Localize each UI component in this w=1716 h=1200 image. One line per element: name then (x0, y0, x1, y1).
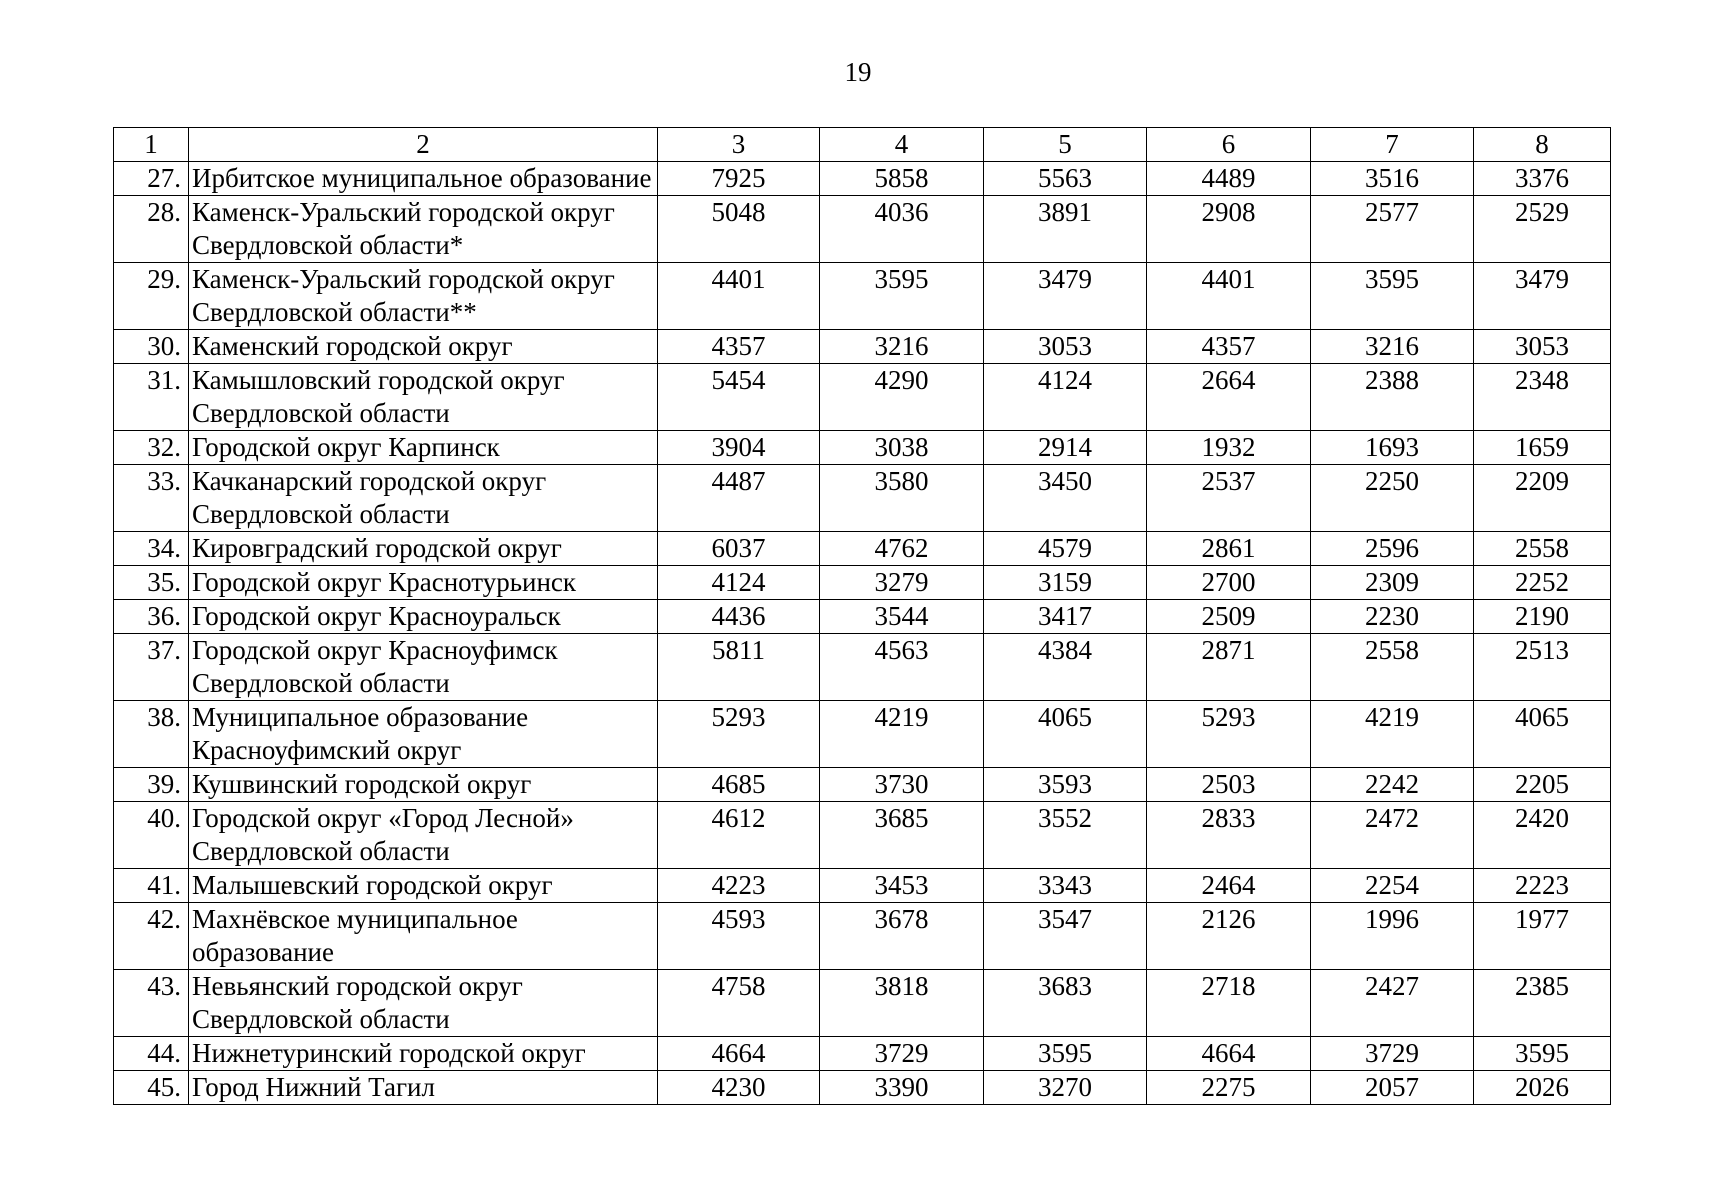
value-cell: 2385 (1474, 970, 1611, 1037)
row-number: 39. (114, 768, 189, 802)
value-cell: 7925 (658, 162, 820, 196)
table-row (114, 600, 1611, 634)
value-cell: 3818 (820, 970, 984, 1037)
value-cell: 5454 (658, 364, 820, 431)
value-cell: 2309 (1311, 566, 1474, 600)
table-row (114, 162, 1611, 196)
municipality-name: Кушвинский городской округ (189, 768, 658, 802)
row-number: 44. (114, 1037, 189, 1071)
value-cell: 2529 (1474, 196, 1611, 263)
value-cell: 4124 (984, 364, 1147, 431)
municipality-name: Камышловский городской округ Свердловской области (189, 364, 658, 431)
column-header: 8 (1474, 128, 1611, 162)
value-cell: 3595 (820, 263, 984, 330)
value-cell: 4593 (658, 903, 820, 970)
value-cell: 2427 (1311, 970, 1474, 1037)
value-cell: 2577 (1311, 196, 1474, 263)
value-cell: 3053 (1474, 330, 1611, 364)
value-cell: 5293 (1147, 701, 1311, 768)
value-cell: 2509 (1147, 600, 1311, 634)
municipality-name: Город Нижний Тагил (189, 1071, 658, 1105)
value-cell: 3729 (820, 1037, 984, 1071)
value-cell: 3593 (984, 768, 1147, 802)
municipality-name: Городской округ «Город Лесной» Свердловской области (189, 802, 658, 869)
value-cell: 3891 (984, 196, 1147, 263)
value-cell: 4664 (1147, 1037, 1311, 1071)
value-cell: 1996 (1311, 903, 1474, 970)
value-cell: 3683 (984, 970, 1147, 1037)
value-cell: 3547 (984, 903, 1147, 970)
value-cell: 4219 (820, 701, 984, 768)
value-cell: 2254 (1311, 869, 1474, 903)
table-row (114, 903, 1611, 970)
value-cell: 4436 (658, 600, 820, 634)
row-number: 28. (114, 196, 189, 263)
row-number: 43. (114, 970, 189, 1037)
value-cell: 3595 (1311, 263, 1474, 330)
municipality-name: Ирбитское муниципальное образование (189, 162, 658, 196)
table-row (114, 634, 1611, 701)
value-cell: 2420 (1474, 802, 1611, 869)
row-number: 34. (114, 532, 189, 566)
value-cell: 2275 (1147, 1071, 1311, 1105)
value-cell: 4124 (658, 566, 820, 600)
table-row (114, 465, 1611, 532)
value-cell: 4489 (1147, 162, 1311, 196)
value-cell: 2871 (1147, 634, 1311, 701)
page-number: 19 (844, 57, 872, 87)
data-table (113, 127, 1611, 1105)
value-cell: 3479 (984, 263, 1147, 330)
table-row (114, 532, 1611, 566)
value-cell: 2026 (1474, 1071, 1611, 1105)
value-cell: 4219 (1311, 701, 1474, 768)
value-cell: 2252 (1474, 566, 1611, 600)
row-number: 45. (114, 1071, 189, 1105)
row-number: 31. (114, 364, 189, 431)
value-cell: 2126 (1147, 903, 1311, 970)
municipality-name: Городской округ Карпинск (189, 431, 658, 465)
value-cell: 4664 (658, 1037, 820, 1071)
value-cell: 3516 (1311, 162, 1474, 196)
table-row (114, 701, 1611, 768)
table-row (114, 1037, 1611, 1071)
value-cell: 2190 (1474, 600, 1611, 634)
value-cell: 3544 (820, 600, 984, 634)
value-cell: 3678 (820, 903, 984, 970)
table-row (114, 263, 1611, 330)
value-cell: 5563 (984, 162, 1147, 196)
value-cell: 4401 (1147, 263, 1311, 330)
municipality-name: Муниципальное образование Красноуфимский округ (189, 701, 658, 768)
municipality-name: Кировградский городской округ (189, 532, 658, 566)
value-cell: 2250 (1311, 465, 1474, 532)
value-cell: 3453 (820, 869, 984, 903)
value-cell: 2700 (1147, 566, 1311, 600)
table-body (114, 162, 1611, 1105)
value-cell: 4065 (984, 701, 1147, 768)
value-cell: 4401 (658, 263, 820, 330)
value-cell: 4230 (658, 1071, 820, 1105)
value-cell: 1659 (1474, 431, 1611, 465)
value-cell: 4223 (658, 869, 820, 903)
column-header: 2 (189, 128, 658, 162)
value-cell: 3904 (658, 431, 820, 465)
value-cell: 2242 (1311, 768, 1474, 802)
value-cell: 6037 (658, 532, 820, 566)
value-cell: 3343 (984, 869, 1147, 903)
column-header: 4 (820, 128, 984, 162)
municipality-name: Невьянский городской округ Свердловской области (189, 970, 658, 1037)
table-row (114, 196, 1611, 263)
value-cell: 2057 (1311, 1071, 1474, 1105)
table-row (114, 970, 1611, 1037)
table-row (114, 431, 1611, 465)
row-number: 30. (114, 330, 189, 364)
value-cell: 3417 (984, 600, 1147, 634)
value-cell: 3595 (1474, 1037, 1611, 1071)
municipality-name: Городской округ Краснотурьинск (189, 566, 658, 600)
value-cell: 3580 (820, 465, 984, 532)
value-cell: 4036 (820, 196, 984, 263)
value-cell: 3216 (820, 330, 984, 364)
value-cell: 3479 (1474, 263, 1611, 330)
value-cell: 2833 (1147, 802, 1311, 869)
value-cell: 3729 (1311, 1037, 1474, 1071)
row-number: 38. (114, 701, 189, 768)
value-cell: 1932 (1147, 431, 1311, 465)
row-number: 42. (114, 903, 189, 970)
row-number: 41. (114, 869, 189, 903)
value-cell: 4065 (1474, 701, 1611, 768)
column-header: 6 (1147, 128, 1311, 162)
value-cell: 2664 (1147, 364, 1311, 431)
value-cell: 4357 (1147, 330, 1311, 364)
row-number: 27. (114, 162, 189, 196)
value-cell: 4290 (820, 364, 984, 431)
row-number: 29. (114, 263, 189, 330)
value-cell: 2209 (1474, 465, 1611, 532)
value-cell: 2348 (1474, 364, 1611, 431)
value-cell: 3390 (820, 1071, 984, 1105)
value-cell: 2861 (1147, 532, 1311, 566)
value-cell: 2388 (1311, 364, 1474, 431)
column-header: 3 (658, 128, 820, 162)
municipality-name: Махнёвское муниципальное образование (189, 903, 658, 970)
row-number: 33. (114, 465, 189, 532)
value-cell: 3279 (820, 566, 984, 600)
value-cell: 4758 (658, 970, 820, 1037)
value-cell: 5811 (658, 634, 820, 701)
row-number: 35. (114, 566, 189, 600)
value-cell: 2223 (1474, 869, 1611, 903)
row-number: 36. (114, 600, 189, 634)
value-cell: 5048 (658, 196, 820, 263)
value-cell: 3159 (984, 566, 1147, 600)
value-cell: 4579 (984, 532, 1147, 566)
value-cell: 2205 (1474, 768, 1611, 802)
value-cell: 1693 (1311, 431, 1474, 465)
row-number: 40. (114, 802, 189, 869)
value-cell: 3270 (984, 1071, 1147, 1105)
value-cell: 2230 (1311, 600, 1474, 634)
header-row (114, 128, 1611, 162)
value-cell: 3730 (820, 768, 984, 802)
value-cell: 2464 (1147, 869, 1311, 903)
value-cell: 2596 (1311, 532, 1474, 566)
municipality-name: Каменск-Уральский городской округ Свердловской области** (189, 263, 658, 330)
column-header: 7 (1311, 128, 1474, 162)
row-number: 32. (114, 431, 189, 465)
value-cell: 4357 (658, 330, 820, 364)
municipality-name: Городской округ Красноуфимск Свердловской области (189, 634, 658, 701)
value-cell: 2908 (1147, 196, 1311, 263)
value-cell: 3595 (984, 1037, 1147, 1071)
value-cell: 2503 (1147, 768, 1311, 802)
table-row (114, 566, 1611, 600)
value-cell: 3552 (984, 802, 1147, 869)
value-cell: 2558 (1474, 532, 1611, 566)
row-number: 37. (114, 634, 189, 701)
value-cell: 3216 (1311, 330, 1474, 364)
municipality-name: Качканарский городской округ Свердловской области (189, 465, 658, 532)
value-cell: 4612 (658, 802, 820, 869)
value-cell: 3685 (820, 802, 984, 869)
municipality-name: Каменский городской округ (189, 330, 658, 364)
value-cell: 2472 (1311, 802, 1474, 869)
value-cell: 1977 (1474, 903, 1611, 970)
value-cell: 2718 (1147, 970, 1311, 1037)
value-cell: 4487 (658, 465, 820, 532)
value-cell: 3376 (1474, 162, 1611, 196)
municipality-name: Нижнетуринский городской округ (189, 1037, 658, 1071)
value-cell: 5858 (820, 162, 984, 196)
value-cell: 3450 (984, 465, 1147, 532)
table-row (114, 768, 1611, 802)
table-row (114, 1071, 1611, 1105)
value-cell: 4685 (658, 768, 820, 802)
value-cell: 4563 (820, 634, 984, 701)
municipality-name: Малышевский городской округ (189, 869, 658, 903)
value-cell: 4762 (820, 532, 984, 566)
column-header: 5 (984, 128, 1147, 162)
value-cell: 4384 (984, 634, 1147, 701)
column-header: 1 (114, 128, 189, 162)
municipality-name: Городской округ Красноуральск (189, 600, 658, 634)
value-cell: 3053 (984, 330, 1147, 364)
municipality-name: Каменск-Уральский городской округ Свердловской области* (189, 196, 658, 263)
table-row (114, 364, 1611, 431)
table-row (114, 869, 1611, 903)
value-cell: 2558 (1311, 634, 1474, 701)
value-cell: 3038 (820, 431, 984, 465)
value-cell: 5293 (658, 701, 820, 768)
table-row (114, 802, 1611, 869)
value-cell: 2914 (984, 431, 1147, 465)
table-row (114, 330, 1611, 364)
value-cell: 2537 (1147, 465, 1311, 532)
value-cell: 2513 (1474, 634, 1611, 701)
